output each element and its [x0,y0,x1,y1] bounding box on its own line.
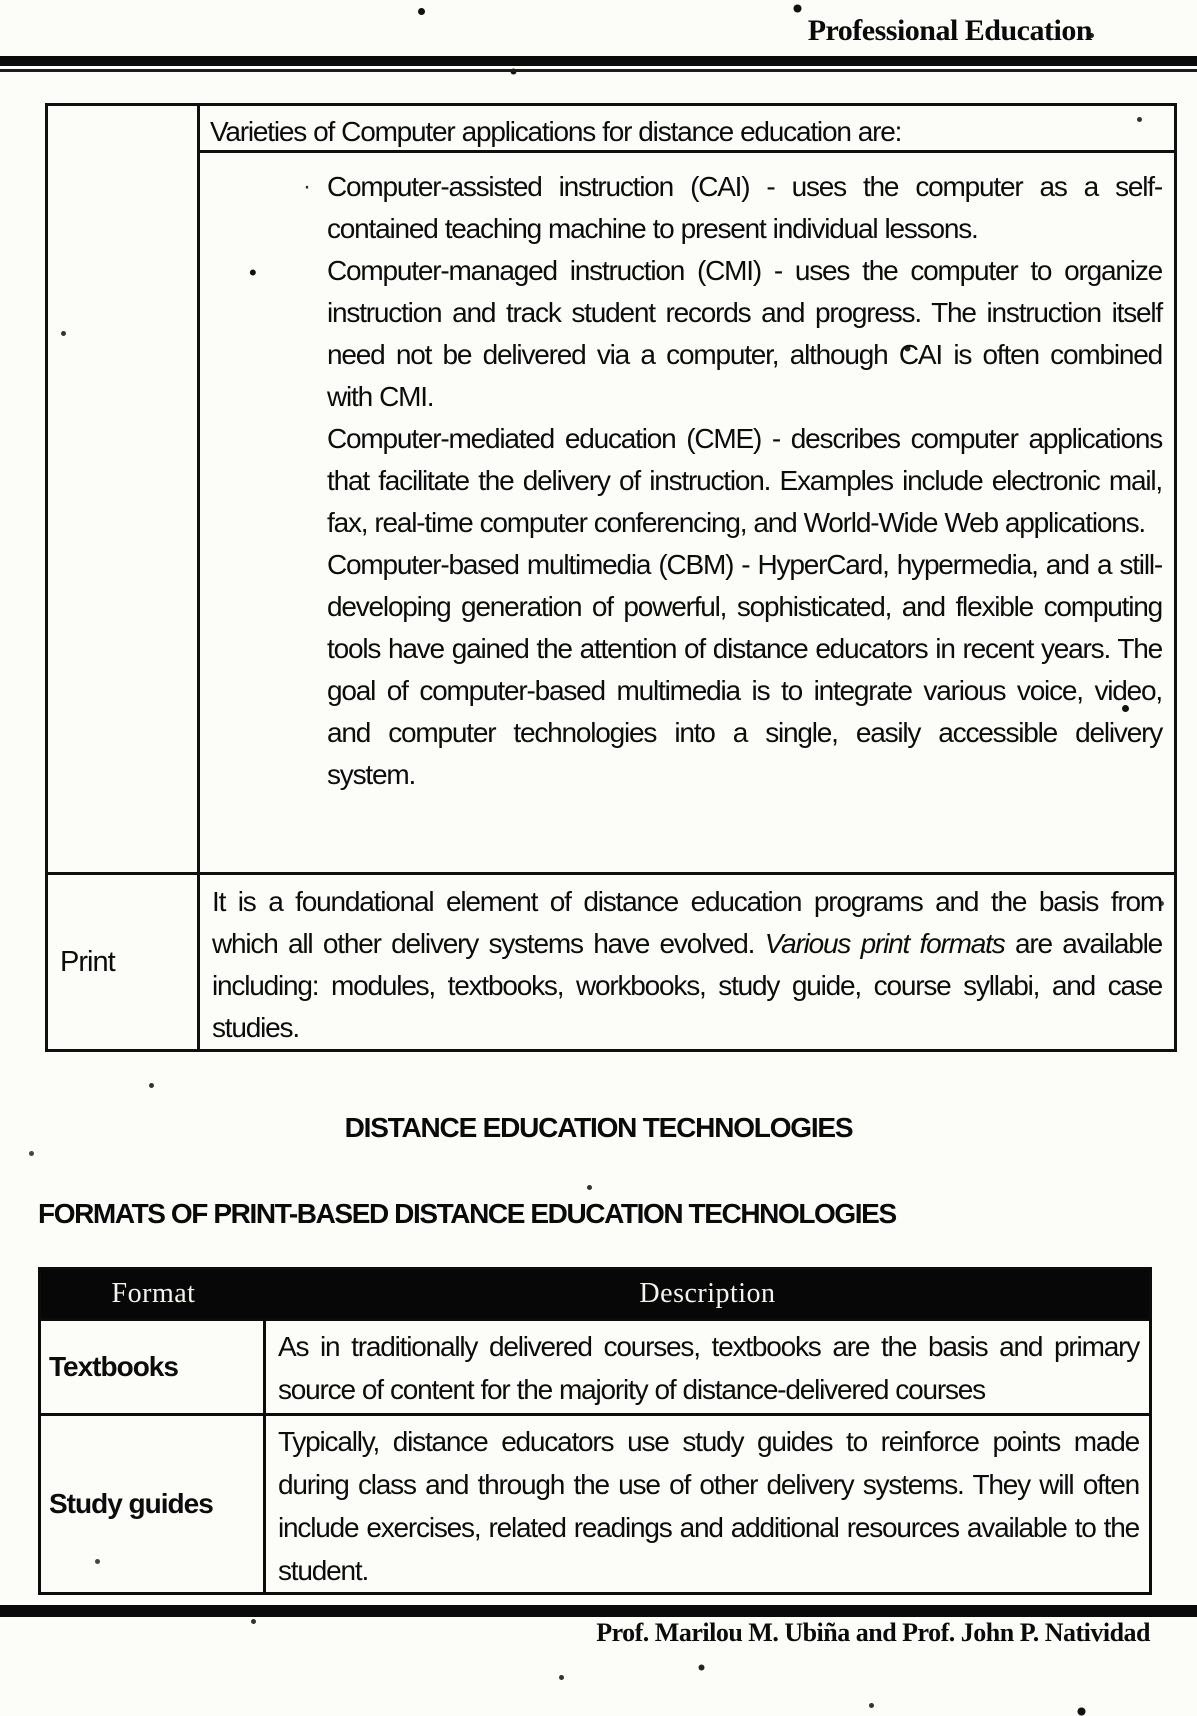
bullet-marker: · [303,173,310,200]
list-item-cme [327,418,1162,544]
print-description-cell [200,875,1174,1049]
page-header-title: Professional Education [807,14,1092,47]
format-cell-textbooks: Textbooks [41,1321,266,1413]
table-row-study-guides [41,1413,1149,1592]
applications-section [48,106,1174,872]
list-item-text: Computer-assisted instruction (CAI) - uses the computer as a self-contained teaching machine to present individual lessons. [327,171,1162,244]
print-label-cell [48,875,200,1049]
section-heading: DISTANCE EDUCATION TECHNOLOGIES [344,1112,853,1143]
bullet-marker: • [249,260,256,285]
column-header-format: Format [111,1278,196,1309]
footer-authors: Prof. Marilou M. Ubiña and Prof. John P. Natividad [596,1618,1150,1647]
description-cell-study-guides: Typically, distance educators use study guides to reinforce points made during class and through the use of other delivery systems. They will often include exercises, related readings and additional resources available to the student. [278,1426,1139,1586]
empty-label-cell [48,106,200,872]
header-rule-thick [0,56,1197,66]
print-row [48,872,1174,1049]
table-row-textbooks [41,1318,1149,1413]
applications-content-column [200,106,1174,872]
formats-table-header-row [41,1270,1149,1318]
print-label: Print [60,945,115,978]
print-description-segment: are available including: modules, textbooks, workbooks, study guide, course syllabi, and case studies. [212,928,1162,1043]
list-item-cbm [327,544,1162,796]
print-formats-table [38,1267,1152,1595]
print-description-segment-italic: Various print formats [764,928,1005,959]
column-header-description: Description [639,1278,776,1309]
list-item-text: Computer-mediated education (CME) - describes computer applications that facilitate the delivery of instruction. Examples include electronic mail, fax, real-time computer conferencing, and World-Wide Web applications. [327,423,1162,538]
description-cell-textbooks: As in traditionally delivered courses, textbooks are the basis and primary source of content for the majority of distance-delivered courses [278,1331,1139,1405]
print-description-segment: It is a foundational element of distance education programs and the basis from which all other delivery systems have evolved. [212,886,1162,959]
list-item-cai [303,166,1162,250]
computer-applications-table [45,103,1177,1052]
footer-rule [0,1605,1197,1617]
applications-list [200,153,1174,872]
list-item-cmi [249,250,1162,418]
scan-noise-specks [0,0,3,3]
list-item-text: Computer-based multimedia (CBM) - HyperCard, hypermedia, and a still-developing generation of powerful, sophisticated, and flexible computing tools have gained the attention of distance educators in recent years. The goal of computer-based multimedia is to integrate various voice, video, and computer technologies into a single, easily accessible delivery system. [327,549,1162,790]
subsection-heading: FORMATS OF PRINT-BASED DISTANCE EDUCATION TECHNOLOGIES [38,1198,896,1229]
list-item-text: Computer-managed instruction (CMI) - uses the computer to organize instruction and track student records and progress. The instruction itself need not be delivered via a computer, although CAI is often combined with CMI. [327,255,1162,412]
format-cell-study-guides: Study guides [41,1416,266,1592]
header-rule-thin [0,69,1197,72]
applications-intro-cell: Varieties of Computer applications for distance education are: [200,106,1174,153]
